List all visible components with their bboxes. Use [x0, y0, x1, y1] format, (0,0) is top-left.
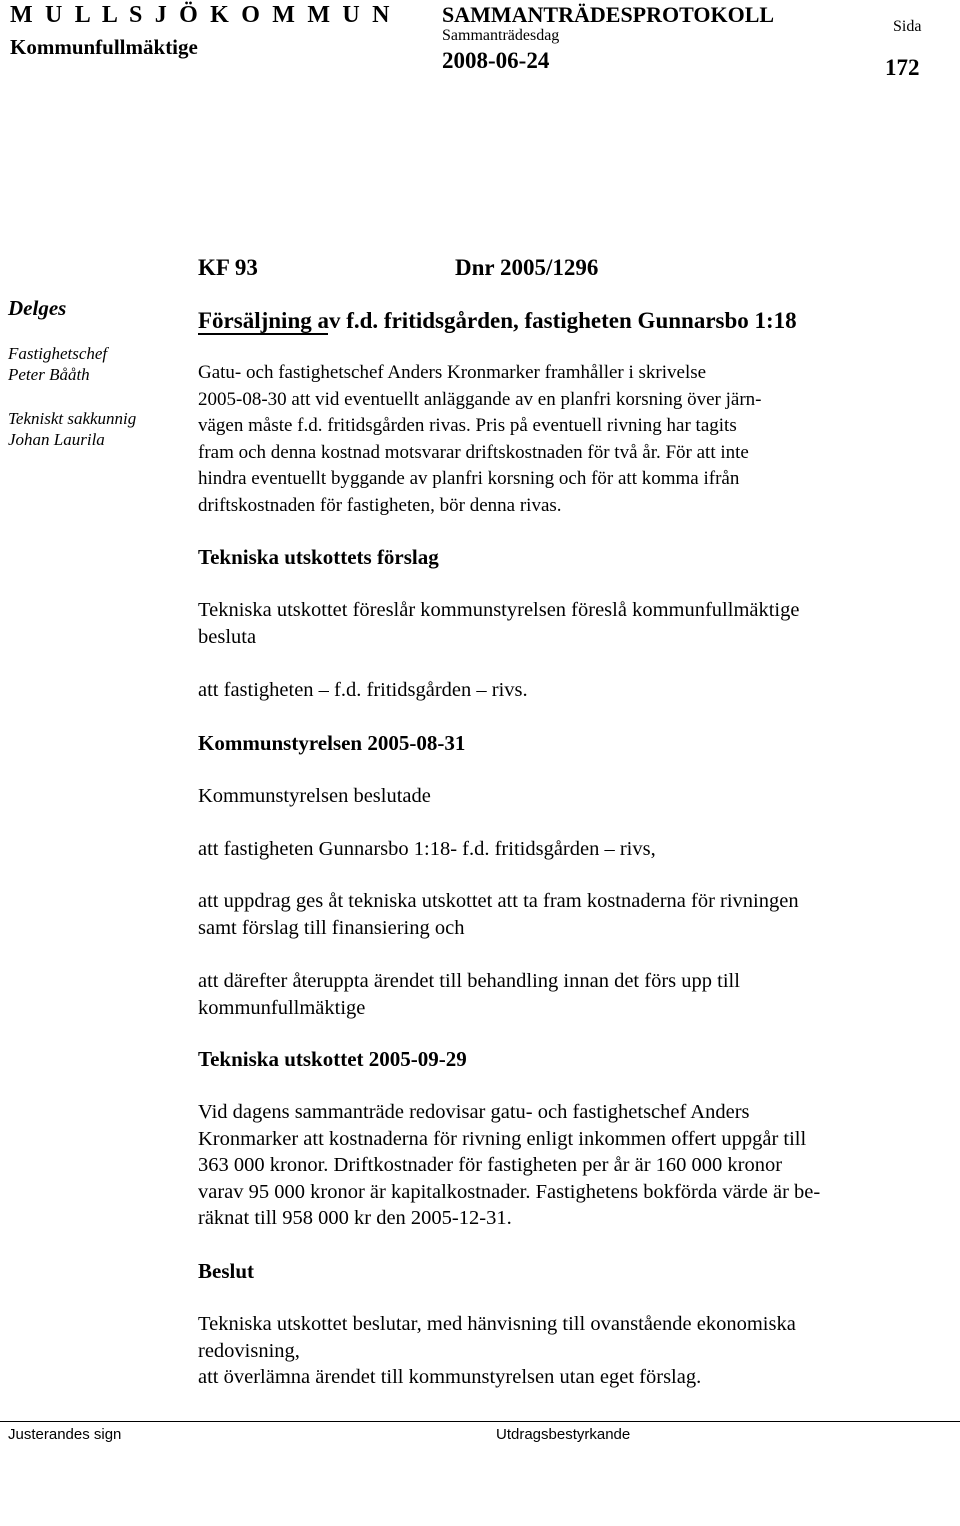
- meeting-date-label: Sammanträdesdag: [442, 27, 560, 44]
- recipient-role: Tekniskt sakkunnig: [8, 409, 137, 428]
- text-line: besluta: [198, 625, 257, 648]
- text-line: räknat till 958 000 kr den 2005-12-31.: [198, 1207, 512, 1229]
- distribution-title: Delges: [8, 296, 67, 320]
- recipient-name: Peter Bååth: [8, 365, 90, 384]
- text-line: hindra eventuellt byggande av planfri korsning och för att komma ifrån: [198, 468, 740, 489]
- section-heading-ks: Kommunstyrelsen 2005-08-31: [198, 731, 466, 755]
- ks-lead: Kommunstyrelsen beslutade: [198, 785, 431, 807]
- ks-item-2: [198, 888, 898, 941]
- text-line: Vid dagens sammanträde redovisar gatu- och fastighetschef Anders: [198, 1101, 750, 1123]
- utdrag-label: Utdragsbestyrkande: [496, 1426, 631, 1443]
- case-dnr: Dnr 2005/1296: [455, 255, 599, 280]
- text-line: att därefter återuppta ärendet till behandling innan det förs upp till: [198, 970, 740, 992]
- text-line: 2005-08-30 att vid eventuellt anläggande av en planfri korsning över järn-: [198, 388, 762, 410]
- tu-forslag-decision: att fastigheten – f.d. fritidsgården – rivs.: [198, 679, 528, 701]
- page-label: Sida: [893, 18, 922, 35]
- text-line: varav 95 000 kronor är kapitalkostnader. Fastighetens bokförda värde är be-: [198, 1180, 821, 1203]
- intro-paragraph: [198, 360, 898, 519]
- section-heading-tu-forslag: Tekniska utskottets förslag: [198, 545, 439, 569]
- text-line: Tekniska utskottet beslutar, med hänvisning till ovanstående ekonomiska: [198, 1313, 796, 1335]
- recipient-2: [8, 408, 136, 450]
- text-line: att överlämna ärendet till kommunstyrelsen utan eget förslag.: [198, 1366, 702, 1388]
- text-line: samt förslag till finansiering och: [198, 916, 465, 939]
- tu-forslag-paragraph: [198, 597, 898, 650]
- recipient-name: Johan Laurila: [8, 430, 105, 449]
- organization-name: M U L L S J Ö K O M M U N: [10, 2, 393, 28]
- beslut-paragraph: [198, 1311, 898, 1391]
- decision-body: Kommunfullmäktige: [10, 35, 198, 59]
- footer-rule: [0, 1421, 960, 1422]
- text-line: att uppdrag ges åt tekniska utskottet att ta fram kostnaderna för rivningen: [198, 890, 799, 912]
- text-line: Kronmarker att kostnaderna för rivning enligt inkommen offert uppgår till: [198, 1127, 807, 1150]
- text-line: 363 000 kronor. Driftkostnader för fastigheten per år är 160 000 kronor: [198, 1154, 783, 1176]
- text-line: vägen måste f.d. fritidsgården rivas. Pris på eventuell rivning har tagits: [198, 415, 737, 436]
- text-line: fram och denna kostnad motsvarar driftskostnaden för två år. För att inte: [198, 441, 749, 463]
- text-line: kommunfullmäktige: [198, 996, 366, 1019]
- case-title: Försäljning av f.d. fritidsgården, fastigheten Gunnarsbo 1:18: [198, 308, 797, 333]
- text-line: Gatu- och fastighetschef Anders Kronmarker framhåller i skrivelse: [198, 362, 707, 383]
- meeting-date: 2008-06-24: [442, 48, 550, 73]
- recipient-1: [8, 343, 107, 385]
- tu-paragraph: [198, 1099, 898, 1232]
- case-number: KF 93: [198, 255, 258, 280]
- text-line: driftskostnaden för fastigheten, bör denna rivas.: [198, 494, 562, 516]
- page-number: 172: [885, 55, 920, 80]
- ks-item-1: att fastigheten Gunnarsbo 1:18- f.d. fritidsgården – rivs,: [198, 838, 656, 860]
- justering-label: Justerandes sign: [8, 1426, 122, 1443]
- section-heading-beslut: Beslut: [198, 1259, 255, 1283]
- text-line: redovisning,: [198, 1339, 300, 1362]
- ks-item-3: [198, 968, 898, 1021]
- text-line: Tekniska utskottet föreslår kommunstyrelsen föreslå kommunfullmäktige: [198, 599, 800, 621]
- section-heading-tu: Tekniska utskottet 2005-09-29: [198, 1047, 467, 1071]
- document-type: SAMMANTRÄDESPROTOKOLL: [442, 2, 775, 27]
- title-underline: [198, 333, 328, 335]
- recipient-role: Fastighetschef: [8, 344, 108, 363]
